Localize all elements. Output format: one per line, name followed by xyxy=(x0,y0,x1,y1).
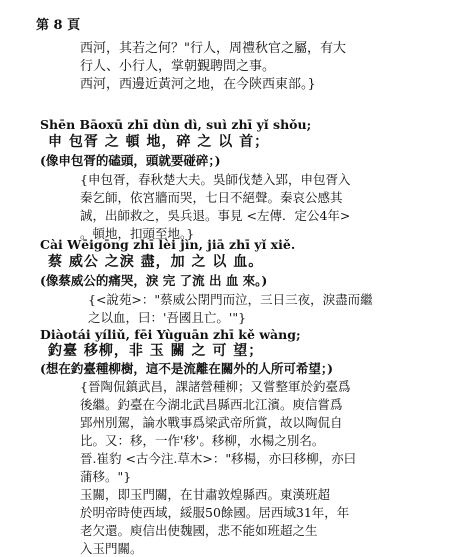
entry-note-line: 之以血，曰：'吾國且亡。'"} xyxy=(88,310,247,325)
entry-note-line: 老欠還。庾信出使魏國，悲不能如班超之生 xyxy=(80,523,318,538)
intro-line: 西河，西邊近黃河之地，在今陝西東部。} xyxy=(80,77,316,92)
entry-gloss: (想在釣臺種柳樹，這不是流離在關外的人所可希望；) xyxy=(40,361,334,376)
intro-line: 西河，其若之何？"行人，周禮秋官之屬，有大 xyxy=(80,41,346,56)
page-header: 第 8 頁 xyxy=(36,18,81,33)
entry-note-line: 入玉門關。 xyxy=(80,541,143,556)
entry-headline: 蔡 威公 之淚 盡，加 之 以 血。 xyxy=(48,254,264,270)
entry-headline: 釣臺 移柳，非 玉 關 之 可 望； xyxy=(48,343,264,359)
entry-note-line: {<說苑>："蔡威公閉門而泣，三日三夜，淚盡而繼 xyxy=(88,292,373,307)
entry-note-line: {晉陶侃鎮武昌，課諸營種柳；又嘗整軍於釣臺爲 xyxy=(80,379,351,394)
entry-note-line: 後繼。釣臺在今湖北武昌縣西北江濱。庾信嘗爲 xyxy=(80,397,343,412)
entry-note-line: 郢州別駕，論水戰事爲梁武帝所賞，故以陶侃自 xyxy=(80,415,343,430)
entry-gloss: (像蔡威公的痛哭，淚 完 了流 出 血 來。) xyxy=(40,273,268,288)
entry-note-line: 於明帝時使西域，綏服50餘國。居西域31年，年 xyxy=(80,505,350,520)
entry-note-line: 。頓地，扣頭至地。} xyxy=(80,226,195,241)
entry-gloss: (像申包胥的磕頭，頭就要碰碎；) xyxy=(40,153,221,168)
intro-line: 行人、小行人，掌朝覲聘問之事。 xyxy=(80,59,276,74)
entry-pinyin: Diàotái yíliǔ, fēi Yùguān zhī kě wàng; xyxy=(40,327,301,342)
entry-note-line: 比。又：移，一作'移'。移柳，水楊之別名。 xyxy=(80,433,325,448)
entry-pinyin: Cài Wēigōng zhī lèi jìn, jiā zhī yǐ xiě. xyxy=(40,237,296,252)
entry-pinyin: Shēn Bāoxū zhī dùn dì, suì zhī yǐ shǒu; xyxy=(40,117,312,132)
entry-headline: 申 包胥 之 頓 地，碎 之 以 首； xyxy=(48,134,270,150)
entry-note-line: {申包胥，春秋楚大夫。吳師伐楚入郢，申包胥入 xyxy=(80,172,351,187)
entry-note-line: 秦乞師，依宮牆而哭，七日不絕聲。秦哀公感其 xyxy=(80,190,343,205)
entry-note-line: 玉關，即玉門關，在甘肅敦煌縣西。東漢班超 xyxy=(80,487,331,502)
entry-note-line: 晉.崔豹 <古今注.草木>："移楊，亦曰移柳，亦曰 xyxy=(80,451,357,466)
entry-note-line: 蒲移。"} xyxy=(80,469,132,484)
entry-note-line: 誠，出師救之，吳兵退。事見 <左傳．定公4年> xyxy=(80,208,351,223)
